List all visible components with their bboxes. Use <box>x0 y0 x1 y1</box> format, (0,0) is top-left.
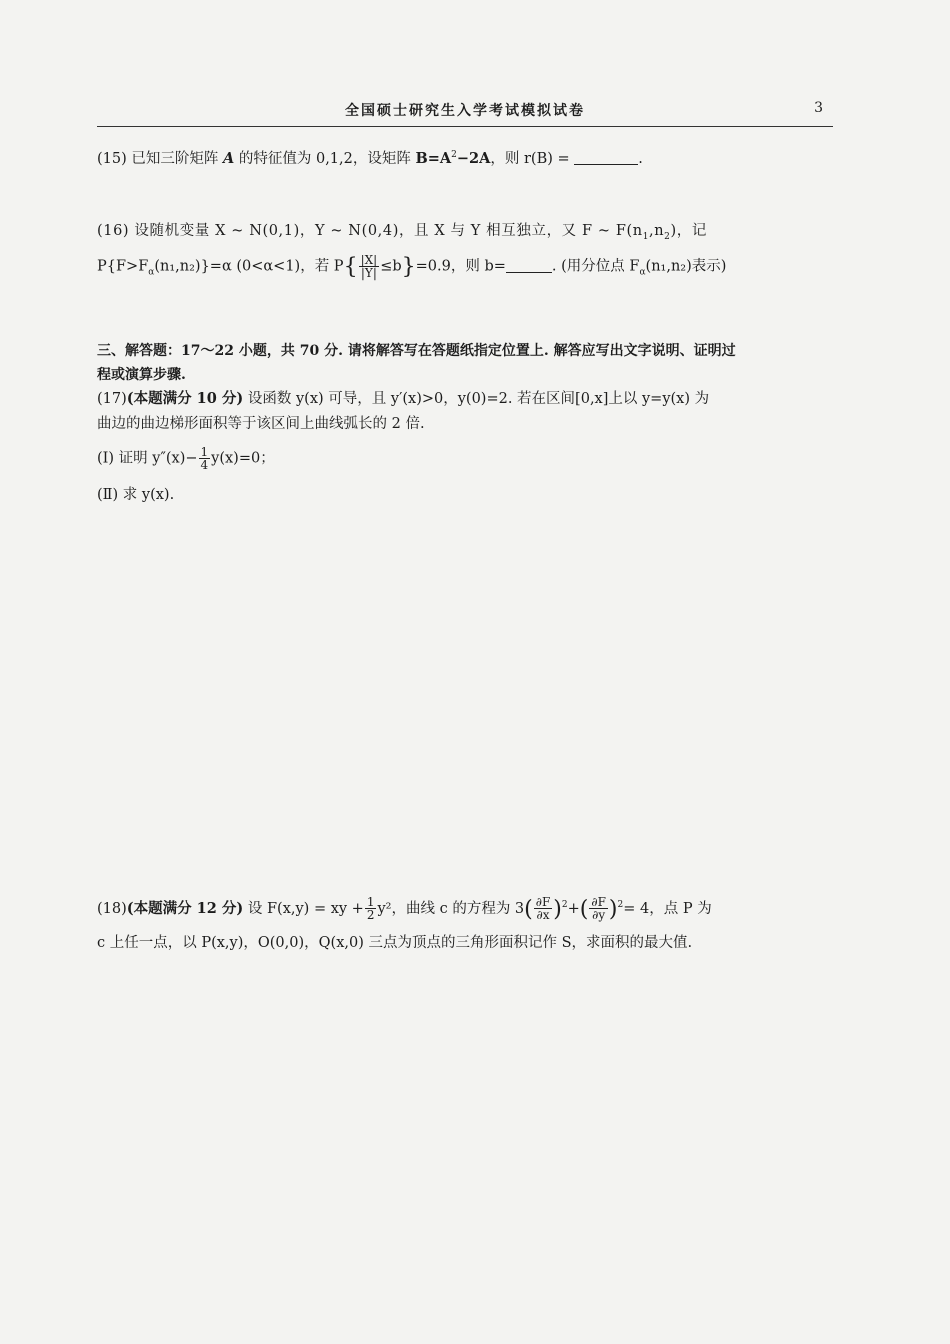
q15-text-1: 已知三阶矩阵 <box>131 150 219 167</box>
q18-rparen-1: ) <box>553 896 562 922</box>
q16-frac-num: |X| <box>360 253 378 267</box>
q18-rparen-2: ) <box>608 896 618 922</box>
q15-answer-blank <box>574 150 638 165</box>
q18-dfy-den: ∂y <box>592 908 606 923</box>
q17-score: (本题满分 10 分) <box>126 390 244 407</box>
q15-eq: B=A <box>415 149 452 167</box>
q16-n1: 1 <box>642 231 650 242</box>
q17-frac-num: 1 <box>200 445 209 459</box>
q16-alpha-sub: α <box>148 267 155 278</box>
q15-square: 2 <box>451 150 457 160</box>
section-3-heading-line-1: 三、解答题：17～22 小题，共 70 分. 请将解答写在答题纸指定位置上. 解答应写出文字说明、证明过 <box>97 343 736 359</box>
page-header <box>97 98 833 127</box>
q16-frac-den: |Y| <box>360 266 377 280</box>
question-15 <box>97 144 837 170</box>
question-16-line-1 <box>97 220 837 248</box>
q18-lparen-2: ( <box>579 896 589 922</box>
q18-dfx-den: ∂x <box>536 908 550 923</box>
question-17-part-2: (Ⅱ) 求 y(x). <box>97 487 175 503</box>
q15-text-4: ，则 r(B) = <box>490 150 570 167</box>
q18-dfy-num: ∂F <box>591 895 606 910</box>
q18-square-2: 2 <box>617 900 624 910</box>
question-18-line-1 <box>97 894 837 921</box>
q16-number: (16) <box>97 223 130 239</box>
q16-text-2c: ≤b <box>380 258 402 275</box>
question-17-line-2: 曲边的曲边梯形面积等于该区间上曲线弧长的 2 倍. <box>97 416 425 432</box>
header-title: 全国硕士研究生入学考试模拟试卷 <box>345 103 585 119</box>
q17-part1-text-b: y(x)=0； <box>211 450 275 467</box>
q16-fraction <box>359 254 380 279</box>
q18-lparen-1: ( <box>524 896 533 922</box>
q16-n2: 2 <box>664 231 671 242</box>
q16-text-1b: )，记 <box>670 223 707 239</box>
q18-half-num: 1 <box>366 895 375 910</box>
q17-frac-den: 4 <box>200 458 209 472</box>
question-17-line-1 <box>97 388 837 410</box>
q16-left-brace: { <box>343 254 358 280</box>
q17-part1-fraction <box>199 446 211 471</box>
q17-text-1: 设函数 y(x) 可导，且 y′(x)>0，y(0)=2. 若在区间[0,x]上以 y=y(x) 为 <box>247 391 710 407</box>
q18-half-fraction <box>365 896 377 921</box>
page-number: 3 <box>814 100 823 116</box>
q18-text-1c: = 4，点 P 为 <box>623 900 712 917</box>
q16-answer-blank <box>506 258 552 273</box>
q16-comma: ,n <box>649 223 665 239</box>
q18-plus: + <box>567 900 580 917</box>
q15-text-3: −2A <box>456 149 491 167</box>
q18-number: (18) <box>97 900 127 917</box>
q18-text-1b: y²，曲线 c 的方程为 3 <box>377 900 525 917</box>
q16-text-2e: . (用分位点 F <box>551 258 640 275</box>
q15-end: . <box>638 150 643 167</box>
q18-partial-y <box>589 896 608 921</box>
q18-half-den: 2 <box>366 908 375 923</box>
q18-dfx-num: ∂F <box>535 895 551 910</box>
question-17-part-1 <box>97 446 837 471</box>
q18-partial-x <box>534 896 553 921</box>
q17-number: (17) <box>97 391 127 407</box>
q15-matrix-a: A <box>222 149 235 167</box>
question-16-line-2 <box>97 254 837 283</box>
q16-text-2b: (n₁,n₂)}=α (0<α<1)，若 P <box>154 258 344 275</box>
q15-text-2: 的特征值为 0,1,2，设矩阵 <box>238 150 411 167</box>
q18-text-1a: 设 F(x,y) = xy + <box>247 900 364 917</box>
section-3-heading-line-2: 程或演算步骤. <box>97 367 186 383</box>
q16-right-brace: } <box>401 254 416 280</box>
q16-text-1: 设随机变量 X ~ N(0,1)，Y ~ N(0,4)，且 X 与 Y 相互独立，又 F ~ F(n <box>134 223 643 239</box>
q16-text-2d: =0.9，则 b= <box>415 258 506 275</box>
q17-part1-text-a: (Ⅰ) 证明 y″(x)− <box>97 450 198 467</box>
question-18-line-2: c 上任一点，以 P(x,y)，O(0,0)，Q(x,0) 三点为顶点的三角形面积记作 S，求面积的最大值. <box>97 935 693 951</box>
q16-alpha-sub-2: α <box>639 267 646 278</box>
q16-text-2a: P{F>F <box>97 258 149 275</box>
q18-score: (本题满分 12 分) <box>126 899 244 917</box>
q16-text-2f: (n₁,n₂)表示) <box>645 258 727 275</box>
q15-number: (15) <box>97 150 127 167</box>
q18-square-1: 2 <box>561 900 568 910</box>
